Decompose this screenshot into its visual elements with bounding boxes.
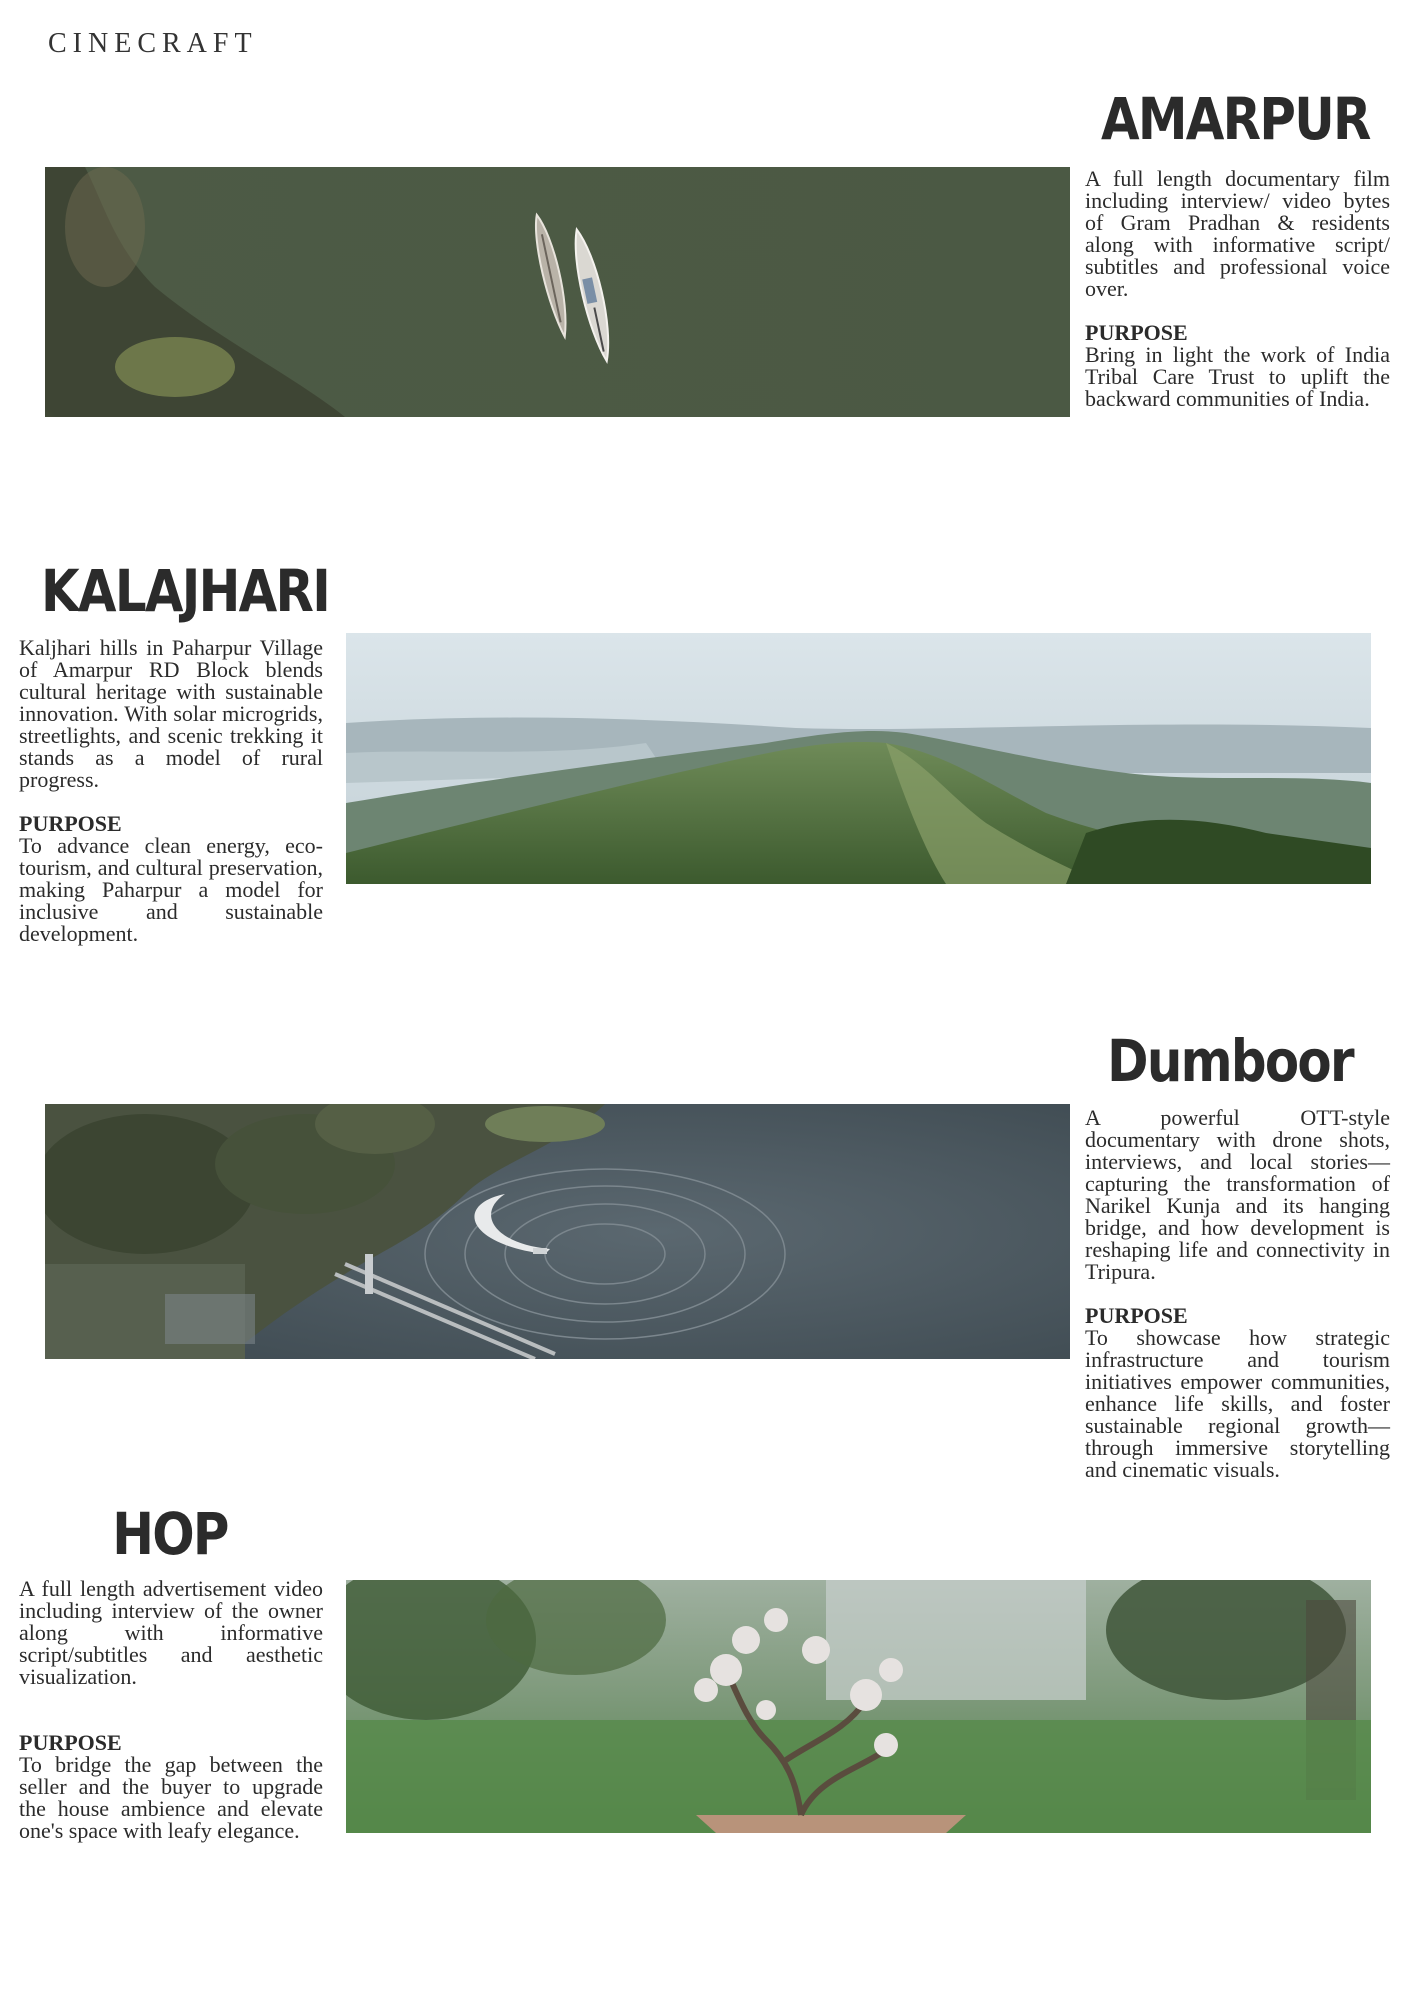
project-title-dumboor: Dumboor [1107,1027,1353,1095]
dumboor-purpose: To showcase how strategic infrastructure and tourism initiatives empower communities, enhance life skills, and foster sustainable regional growth—through immersive storytelling and cinematic visuals. [1085,1325,1390,1482]
hop-text-block [19,1578,323,1842]
project-title-amarpur: AMARPUR [1101,85,1370,153]
kalajhari-purpose-heading: PURPOSE [19,811,122,836]
kalajhari-text-block [19,637,323,945]
kalajhari-purpose: To advance clean energy, eco-tourism, and cultural preservation, making Paharpur a model for inclusive and sustainable development. [19,833,323,946]
amarpur-description: A full length documentary film including interview/ video bytes of Gram Pradhan & residents along with informative script/ subtitles and professional voice over. [1085,166,1390,301]
amarpur-lake-boats-photo [45,167,1070,417]
dumboor-purpose-heading: PURPOSE [1085,1303,1188,1328]
amarpur-purpose-heading: PURPOSE [1085,320,1188,345]
hop-purpose-heading: PURPOSE [19,1730,122,1755]
hop-purpose: To bridge the gap between the seller and the buyer to upgrade the house ambience and elevate one's space with leafy elegance. [19,1752,323,1843]
hop-description: A full length advertisement video including interview of the owner along with informative script/subtitles and aesthetic visualization. [19,1576,323,1689]
brand-logo: CINECRAFT [48,28,258,59]
dumboor-description: A powerful OTT-style documentary with drone shots, interviews, and local stories—capturing the transformation of Narikel Kunja and its hanging bridge, and how development is reshaping life and connectivity in Tripura. [1085,1105,1390,1284]
project-title-hop: HOP [112,1500,228,1568]
project-title-kalajhari: KALAJHARI [41,557,330,625]
kalajhari-hills-photo [346,633,1371,884]
hop-bonsai-tree-photo [346,1580,1371,1833]
amarpur-purpose: Bring in light the work of India Tribal Care Trust to uplift the backward communities of India. [1085,342,1390,411]
dumboor-text-block [1085,1107,1390,1481]
dumboor-lake-bridge-photo [45,1104,1070,1359]
kalajhari-description: Kaljhari hills in Paharpur Village of Amarpur RD Block blends cultural heritage with sustainable innovation. With solar microgrids, streetlights, and scenic trekking it stands as a model of rural progress. [19,635,323,792]
amarpur-text-block [1085,168,1390,410]
